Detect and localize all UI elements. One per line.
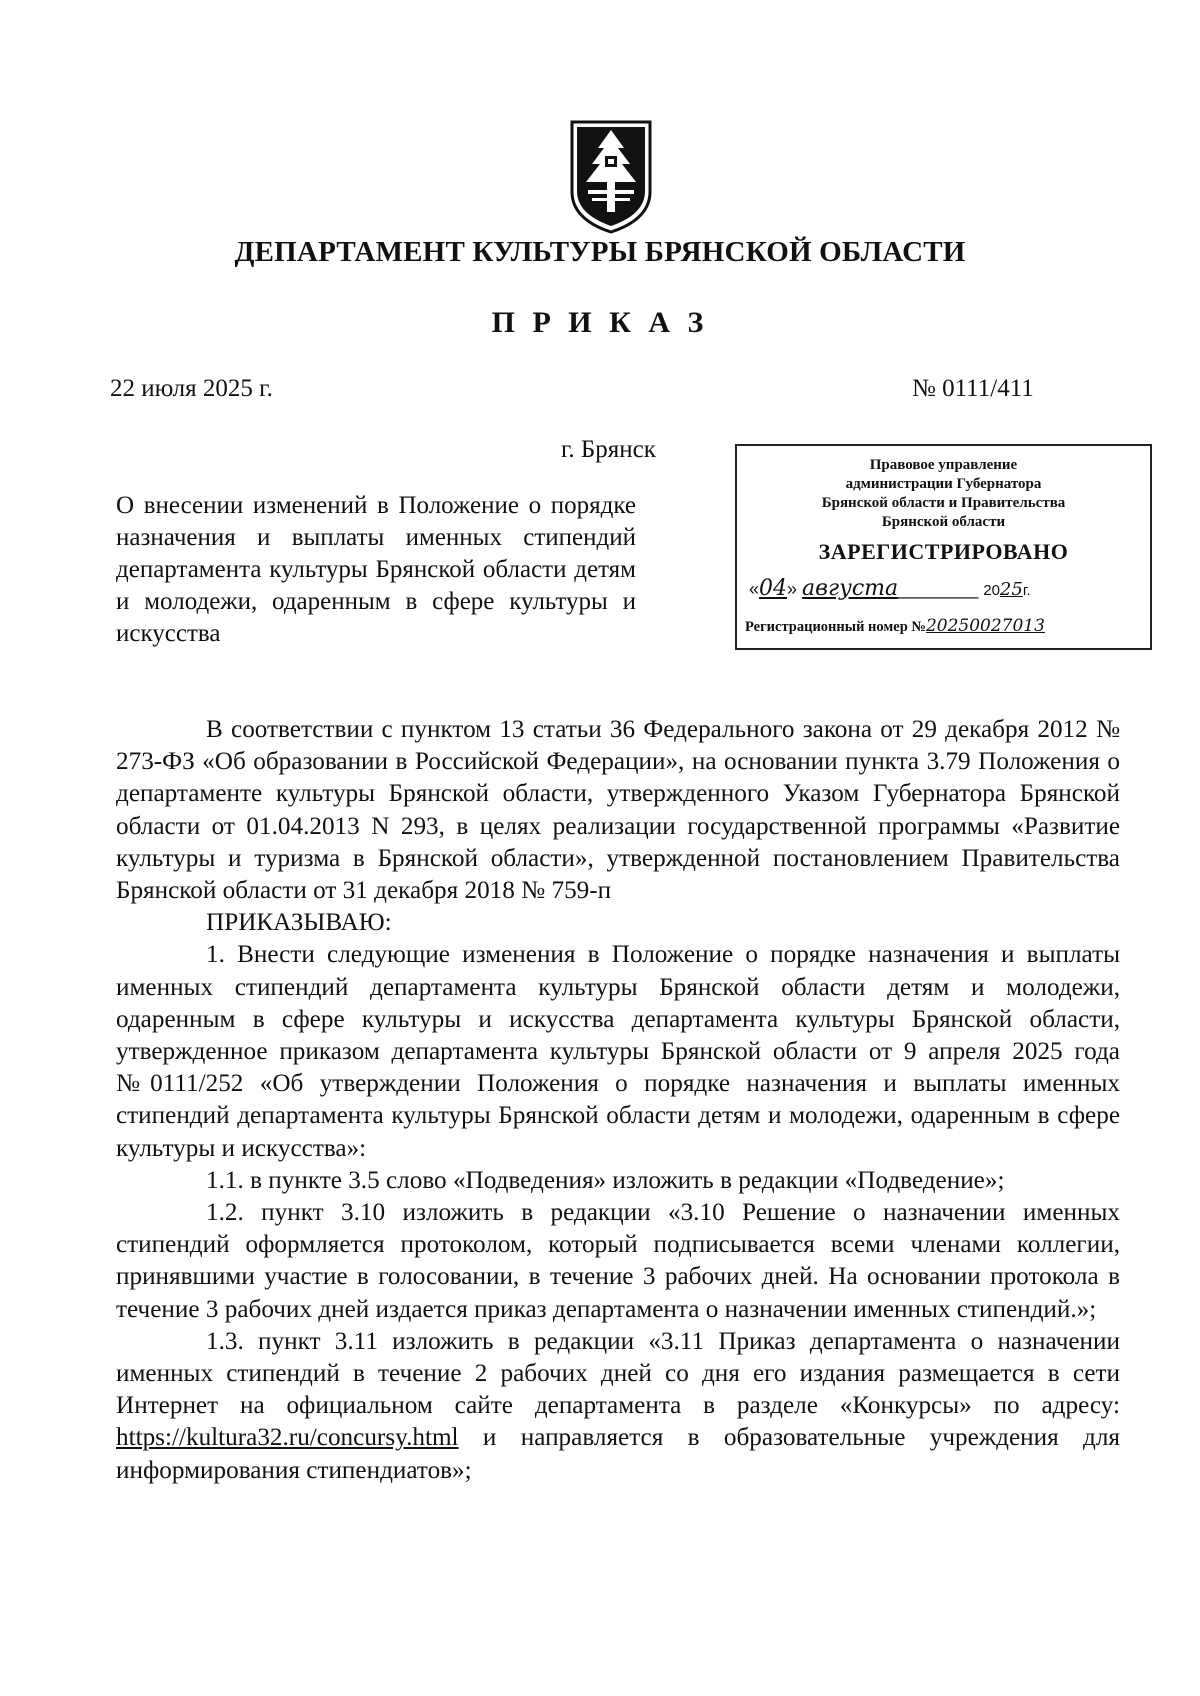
order-number: № 0111/411 bbox=[912, 375, 1034, 402]
order-date: 22 июля 2025 г. bbox=[110, 375, 273, 402]
document-type: П Р И К А З bbox=[491, 306, 709, 339]
stamp-date: «04» августа________ 2025г. bbox=[749, 576, 1031, 601]
stamp-registration bbox=[745, 616, 1150, 636]
item-1-1: 1.1. в пункте 3.5 слово «Подведения» изложить в редакции «Подведение»; bbox=[206, 1166, 1005, 1194]
stamp-reg-number: 20250027013 bbox=[925, 616, 1045, 636]
item-1: 1. Внести следующие изменения в Положение о порядке назначения и выплаты именных стипендий департамента культуры Брянской области детям и молодежи, одаренным в сфере культуры и искусства департамента культуры Брянской области, утвержденное приказом департамента культуры Брянской области от 9 апреля 2025 года №0111/252 «Об утверждении Положения о порядке назначения и выплаты именных стипендий департамента культуры Брянской области детям и молодежи, одаренным в сфере культуры и искусства»: bbox=[116, 941, 1120, 1162]
stamp-org-line: Правовое управление bbox=[869, 457, 1018, 473]
preamble-paragraph: В соответствии с пунктом 13 статьи 36 Федерального закона от 29 декабря 2012 № 273-ФЗ «Об образовании в Российской Федерации», на основании пункта 3.79 Положения о департаменте культуры Брянской области, утвержденного Указом Губернатора Брянской области от 01.04.2013 N 293, в целях реализации государственной программы «Развитие культуры и туризма в Брянской области», утвержденной постановлением Правительства Брянской области от 31 декабря 2018 № 759-п bbox=[116, 716, 1120, 905]
item-1-3-text-end: и направляется в образовательные учреждения для информирования стипендиатов»; bbox=[116, 1424, 1121, 1484]
stamp-year-end: г. bbox=[1022, 582, 1031, 599]
item-1-2: 1.2. пункт 3.10 изложить в редакции «3.10 Решение о назначении именных стипендий оформляется протоколом, который подписывается всеми членами коллегии, принявшими участие в голосовании, в течение 3 рабочих дней. На основании протокола в течение 3 рабочих дней издается приказ департамента о назначении именных стипендий.»; bbox=[116, 1199, 1120, 1323]
stamp-org-line: Брянской области и Правительства bbox=[821, 495, 1066, 511]
stamp-day: 04 bbox=[759, 576, 788, 601]
stamp-month: августа bbox=[802, 576, 899, 601]
item-1-3 bbox=[116, 1326, 1120, 1487]
stamp-status: ЗАРЕГИСТРИРОВАНО bbox=[818, 539, 1069, 564]
stamp-org-line: Брянской области bbox=[881, 514, 1006, 530]
stamp-year-prefix: 20 bbox=[983, 582, 1000, 599]
item-1-3-text: 1.3. пункт 3.11 изложить в редакции «3.11 Приказ департамента о назначении именных стипендий в течение 2 рабочих дней со дня его издания размещается в сети Интернет на официальном сайте департамента в разделе «Конкурсы» по адресу: bbox=[116, 1327, 1120, 1420]
stamp-year-suffix: 25 bbox=[999, 579, 1023, 600]
stamp-reg-label: Регистрационный номер № bbox=[745, 619, 926, 635]
coat-of-arms-icon bbox=[568, 118, 654, 236]
stamp-org-line: администрации Губернатора bbox=[845, 476, 1042, 492]
order-word: ПРИКАЗЫВАЮ: bbox=[206, 909, 392, 937]
contests-link[interactable]: https://kultura32.ru/concursy.html bbox=[116, 1424, 459, 1452]
stamp-organization bbox=[737, 456, 1150, 532]
order-body bbox=[116, 714, 1120, 1487]
order-subject: О внесении изменений в Положение о порядке назначения и выплаты именных стипендий департамента культуры Брянской области детям и молодежи, одаренным в сфере культуры и искусства bbox=[116, 492, 636, 647]
department-title: ДЕПАРТАМЕНТ КУЛЬТУРЫ БРЯНСКОЙ ОБЛАСТИ bbox=[234, 236, 966, 268]
city: г. Брянск bbox=[561, 436, 656, 463]
registration-stamp bbox=[735, 444, 1152, 650]
